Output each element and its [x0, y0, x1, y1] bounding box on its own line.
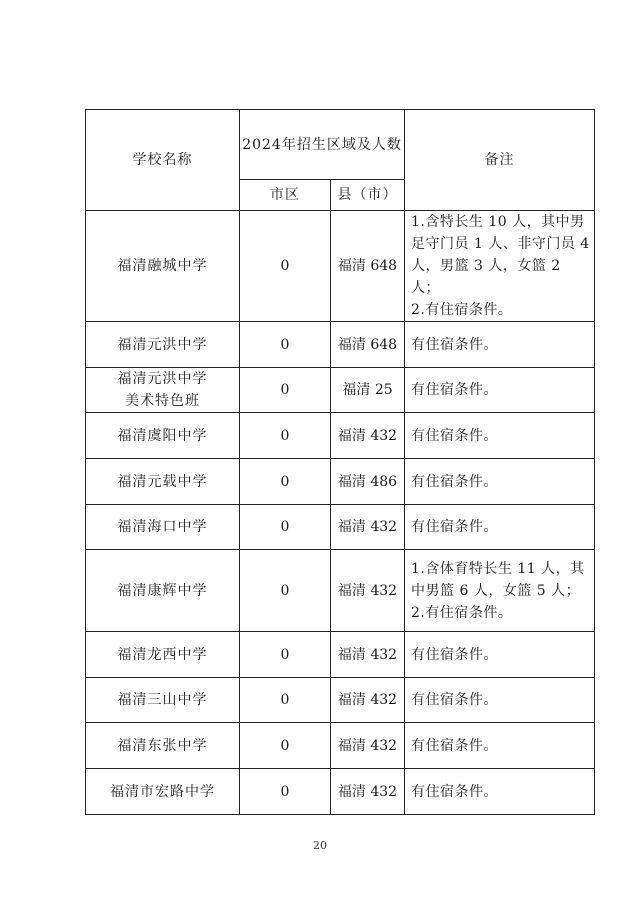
table-row [86, 413, 595, 459]
remarks-cell: 有住宿条件。 [405, 769, 595, 815]
county-count-cell: 福清 432 [331, 723, 405, 769]
city-count-cell: 0 [240, 413, 331, 459]
school-name-cell: 福清市宏路中学 [86, 769, 240, 815]
city-count-cell: 0 [240, 459, 331, 505]
city-count-cell: 0 [240, 550, 331, 632]
table-row [86, 632, 595, 678]
city-count-cell: 0 [240, 769, 331, 815]
county-count-cell: 福清 648 [331, 322, 405, 368]
school-name-cell: 福清元洪中学 [86, 322, 240, 368]
school-name-cell: 福清融城中学 [86, 211, 240, 322]
county-count-cell: 福清 25 [331, 368, 405, 413]
county-count-cell: 福清 486 [331, 459, 405, 505]
remarks-cell: 有住宿条件。 [405, 505, 595, 550]
county-count-cell: 福清 432 [331, 678, 405, 723]
header-row-top [86, 110, 595, 180]
table-row [86, 368, 595, 413]
county-count-cell: 福清 432 [331, 550, 405, 632]
school-name-cell: 福清东张中学 [86, 723, 240, 769]
school-name-cell: 福清海口中学 [86, 505, 240, 550]
page-number: 20 [313, 839, 327, 852]
county-count-cell: 福清 648 [331, 211, 405, 322]
county-count-cell: 福清 432 [331, 505, 405, 550]
school-name-cell: 福清三山中学 [86, 678, 240, 723]
city-count-cell: 0 [240, 505, 331, 550]
table-row [86, 459, 595, 505]
enrollment-table [85, 109, 595, 815]
table-row [86, 678, 595, 723]
remarks-cell: 1.含体育特长生 11 人，其中男篮 6 人，女篮 5 人； 2.有住宿条件。 [405, 550, 595, 632]
table-row [86, 769, 595, 815]
table-row [86, 322, 595, 368]
school-name-cell: 福清虞阳中学 [86, 413, 240, 459]
school-name-cell: 福清元载中学 [86, 459, 240, 505]
remarks-cell: 有住宿条件。 [405, 368, 595, 413]
table-row [86, 505, 595, 550]
city-count-cell: 0 [240, 678, 331, 723]
table-row [86, 550, 595, 632]
city-count-cell: 0 [240, 632, 331, 678]
table-row [86, 211, 595, 322]
city-count-cell: 0 [240, 368, 331, 413]
header-remarks: 备注 [405, 110, 595, 211]
city-count-cell: 0 [240, 211, 331, 322]
table-row [86, 723, 595, 769]
school-name-cell: 福清元洪中学 美术特色班 [86, 368, 240, 413]
county-count-cell: 福清 432 [331, 769, 405, 815]
remarks-cell: 有住宿条件。 [405, 413, 595, 459]
header-county-city: 县（市） [331, 180, 405, 211]
remarks-cell: 有住宿条件。 [405, 723, 595, 769]
remarks-cell: 有住宿条件。 [405, 459, 595, 505]
county-count-cell: 福清 432 [331, 632, 405, 678]
county-count-cell: 福清 432 [331, 413, 405, 459]
remarks-cell: 有住宿条件。 [405, 678, 595, 723]
header-region-group: 2024年招生区域及人数 [240, 110, 405, 180]
remarks-cell: 1.含特长生 10 人，其中男足守门员 1 人、非守门员 4 人，男篮 3 人，女篮 2 人； 2.有住宿条件。 [405, 211, 595, 322]
header-city-district: 市区 [240, 180, 331, 211]
school-name-cell: 福清龙西中学 [86, 632, 240, 678]
remarks-cell: 有住宿条件。 [405, 322, 595, 368]
remarks-cell: 有住宿条件。 [405, 632, 595, 678]
city-count-cell: 0 [240, 723, 331, 769]
school-name-cell: 福清康辉中学 [86, 550, 240, 632]
header-school-name: 学校名称 [86, 110, 240, 211]
city-count-cell: 0 [240, 322, 331, 368]
